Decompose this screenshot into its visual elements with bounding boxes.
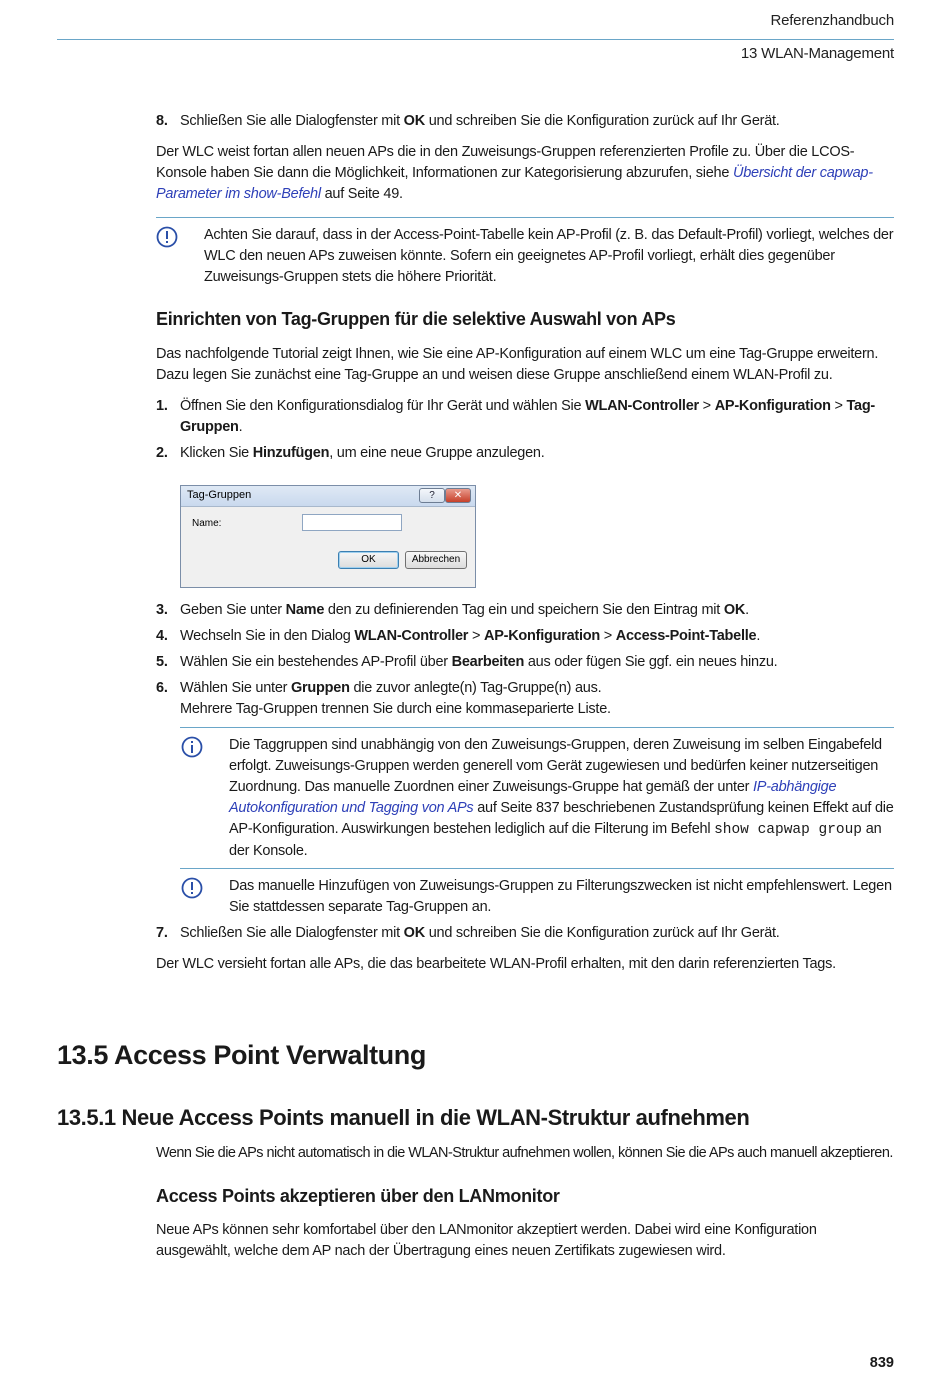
- text-run: .: [238, 419, 243, 435]
- text-run: Wählen Sie unter: [180, 680, 292, 696]
- info-icon: [181, 736, 203, 763]
- ui-term: Gruppen: [291, 680, 350, 696]
- step-7: [156, 923, 894, 944]
- page-number: 839: [869, 1355, 894, 1371]
- text-run: >: [599, 628, 616, 644]
- note-divider: [156, 217, 894, 218]
- dialog-title: Tag-Gruppen: [187, 489, 252, 501]
- code-command: show capwap group: [714, 822, 863, 838]
- step-1: [156, 396, 894, 438]
- section-heading-13-5-1: 13.5.1 Neue Access Points manuell in die WLAN-Struktur aufnehmen: [57, 1105, 750, 1130]
- help-button[interactable]: ?: [419, 488, 445, 503]
- ok-button[interactable]: OK: [338, 551, 399, 569]
- step-2: [156, 443, 894, 464]
- step-number: 6.: [156, 680, 168, 696]
- text-run: .: [756, 628, 761, 644]
- text-run: Klicken Sie: [180, 445, 253, 461]
- note-text: [229, 735, 894, 862]
- info-exclamation-icon: [181, 877, 203, 904]
- name-input[interactable]: [302, 514, 402, 531]
- step-text: [180, 111, 894, 132]
- text-run: und schreiben Sie die Konfiguration zurück auf Ihr Gerät.: [424, 925, 780, 941]
- text-run: Schließen Sie alle Dialogfenster mit: [180, 925, 404, 941]
- ui-term: OK: [403, 925, 425, 941]
- text-run: aus oder fügen Sie ggf. ein neues hinzu.: [524, 654, 778, 670]
- text-run: auf Seite 837 beschriebenen Zustandsprüfung keinen Effekt auf die AP-Konfiguration. Auswirkungen bestehen lediglich auf die Filterung im Befehl: [229, 800, 894, 837]
- text-run: >: [468, 628, 484, 644]
- step-4: [156, 626, 894, 647]
- section-intro: Wenn Sie die APs nicht automatisch in die WLAN-Struktur aufnehmen wollen, können Sie die APs auch manuell akzeptieren.: [156, 1145, 893, 1161]
- ui-term: AP-Konfiguration: [483, 628, 600, 644]
- text-run: an der Konsole.: [229, 821, 882, 859]
- ui-term: Tag-Gruppen: [180, 398, 876, 435]
- section-heading-tag-groups: Einrichten von Tag-Gruppen für die selektive Auswahl von APs: [156, 309, 676, 329]
- link-ip-autoconfig[interactable]: IP-abhängige Autokonfiguration und Tagging von APs: [229, 779, 837, 816]
- tag-groups-dialog: [180, 485, 476, 588]
- step-text: [180, 396, 894, 438]
- text-run: >: [830, 398, 847, 414]
- text-run: den zu definierenden Tag ein und speichern Sie den Eintrag mit: [324, 602, 724, 618]
- step-5: [156, 652, 894, 673]
- step-6: [156, 678, 894, 720]
- paragraph-tags-result: Der WLC versieht fortan alle APs, die das bearbeitete WLAN-Profil erhalten, mit den darin referenzierten Tags.: [156, 956, 836, 972]
- cancel-button[interactable]: Abbrechen: [405, 551, 467, 569]
- info-exclamation-icon: [156, 226, 178, 253]
- sub-heading-lanmonitor: Access Points akzeptieren über den LANmonitor: [156, 1186, 560, 1206]
- link-capwap-parameter[interactable]: Übersicht der capwap-Parameter im show-Befehl: [156, 165, 873, 202]
- ui-term: Bearbeiten: [451, 654, 525, 670]
- text-run: die zuvor anlegte(n) Tag-Gruppe(n) aus.: [349, 680, 602, 696]
- header-divider: [57, 39, 894, 40]
- paragraph-wlc-profiles: [156, 142, 894, 205]
- note-text: Das manuelle Hinzufügen von Zuweisungs-Gruppen zu Filterungszwecken ist nicht empfehlenswert. Legen Sie stattdessen separate Tag-Gruppen an.: [229, 878, 892, 915]
- text-run: Der WLC weist fortan allen neuen APs die in den Zuweisungs-Gruppen referenzierten Profile zu. Über die LCOS-Konsole haben Sie dann die Möglichkeit, Informationen zur Kategorisierung abzurufen, siehe: [156, 144, 855, 181]
- note-divider: [180, 727, 894, 728]
- text-run: Mehrere Tag-Gruppen trennen Sie durch eine kommaseparierte Liste.: [180, 701, 611, 717]
- step-text: [180, 600, 894, 621]
- ui-term: WLAN-Controller: [585, 398, 699, 414]
- step-8: [156, 111, 894, 132]
- section-intro: Das nachfolgende Tutorial zeigt Ihnen, wie Sie eine AP-Konfiguration auf einem WLC um eine Tag-Gruppe erweitern. Dazu legen Sie zunächst eine Tag-Gruppe an und weisen diese Gruppe anschließend einem WLAN-Profil zu.: [156, 346, 879, 383]
- text-run: und schreiben Sie die Konfiguration zurück auf Ihr Gerät.: [424, 113, 780, 129]
- step-number: 5.: [156, 654, 168, 670]
- step-3: [156, 600, 894, 621]
- step-number: 7.: [156, 925, 168, 941]
- text-run: auf Seite 49.: [320, 186, 403, 202]
- text-run: , um eine neue Gruppe anzulegen.: [329, 445, 545, 461]
- ui-term: AP-Konfiguration: [714, 398, 831, 414]
- ui-term: Access-Point-Tabelle: [615, 628, 757, 644]
- text-run: Öffnen Sie den Konfigurationsdialog für Ihr Gerät und wählen Sie: [180, 398, 586, 414]
- step-text: [180, 652, 894, 673]
- paragraph-lanmonitor: Neue APs können sehr komfortabel über den LANmonitor akzeptiert werden. Dabei wird eine Konfiguration ausgewählt, welche dem AP nach der Übertragung eines neuen Zertifikats zugewiesen wird.: [156, 1222, 817, 1259]
- ui-term: Name: [285, 602, 325, 618]
- step-text: [180, 678, 894, 720]
- step-text: [180, 626, 894, 647]
- text-run: Schließen Sie alle Dialogfenster mit: [180, 113, 404, 129]
- ui-term: OK: [403, 113, 425, 129]
- step-text: [180, 443, 894, 464]
- step-number: 1.: [156, 398, 168, 414]
- ui-term: WLAN-Controller: [354, 628, 469, 644]
- dialog-title-bar: [181, 486, 475, 507]
- close-button[interactable]: ✕: [445, 488, 471, 503]
- step-number: 8.: [156, 113, 168, 129]
- ui-term: OK: [723, 602, 746, 618]
- step-text: [180, 923, 894, 944]
- text-run: Wählen Sie ein bestehendes AP-Profil über: [180, 654, 452, 670]
- step-number: 4.: [156, 628, 168, 644]
- text-run: .: [745, 602, 749, 618]
- text-run: Geben Sie unter: [180, 602, 286, 618]
- name-label: Name:: [192, 518, 222, 529]
- running-header-chapter: 13 WLAN-Management: [740, 45, 894, 62]
- chapter-heading-13-5: 13.5 Access Point Verwaltung: [57, 1040, 426, 1070]
- text-run: Die Taggruppen sind unabhängig von den Zuweisungs-Gruppen, deren Zuweisung im selben Eingabefeld erfolgt. Zuweisungs-Gruppen werden generell vom Gerät zugewiesen und bedürfen keiner nutzerseitigen Zuordnung. Das manuelle Zuordnen einer Zuweisungs-Gruppe hat gemäß der unter: [229, 737, 882, 795]
- running-header-book: Referenzhandbuch: [770, 12, 894, 29]
- note-divider: [180, 868, 894, 869]
- text-run: >: [698, 398, 715, 414]
- step-number: 3.: [156, 602, 168, 618]
- step-number: 2.: [156, 445, 168, 461]
- note-text: Achten Sie darauf, dass in der Access-Point-Tabelle kein AP-Profil (z. B. das Default-Profil) vorliegt, welches der WLC den neuen APs zuweisen könnte. Sofern ein geeignetes AP-Profil vorliegt, erhält dies gegenüber Zuweisungs-Gruppen stets die höhere Priorität.: [204, 227, 894, 285]
- ui-term: Hinzufügen: [252, 445, 330, 461]
- text-run: Wechseln Sie in den Dialog: [180, 628, 355, 644]
